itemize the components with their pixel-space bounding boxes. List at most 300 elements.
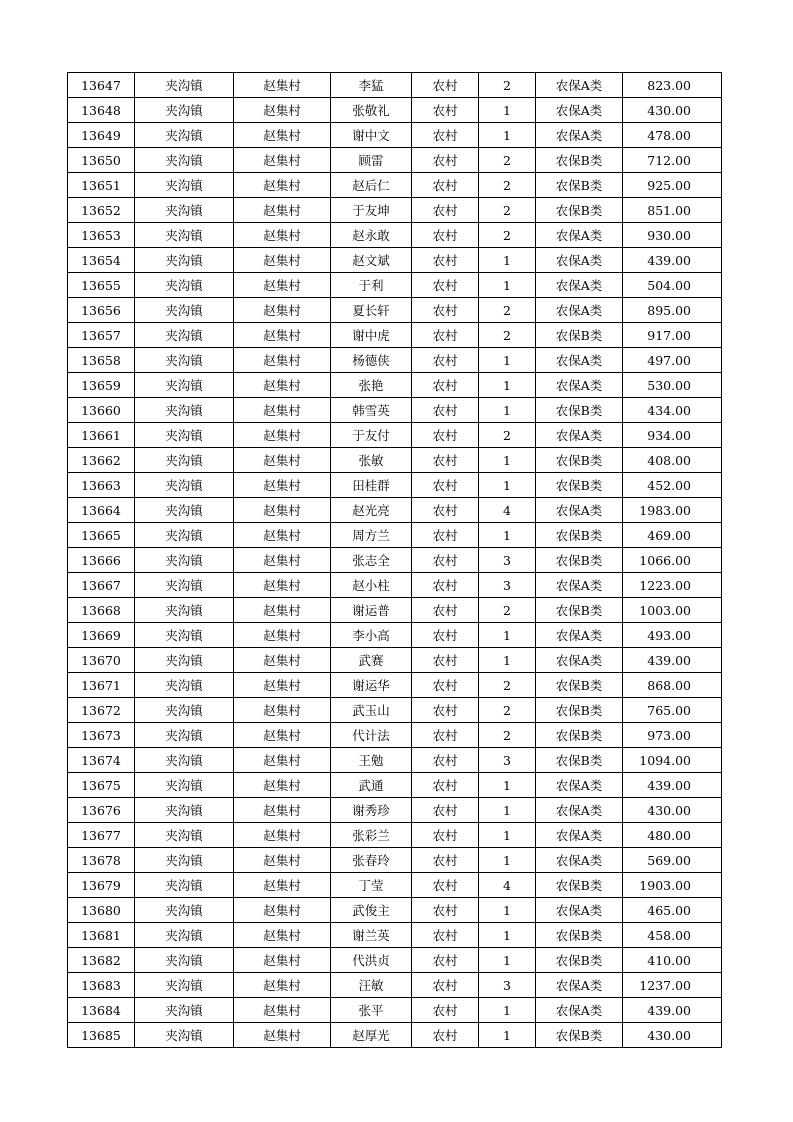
area-type-cell: 农村	[412, 748, 479, 773]
village-cell: 赵集村	[234, 773, 331, 798]
name-cell: 赵光亮	[331, 498, 412, 523]
area-type-cell: 农村	[412, 398, 479, 423]
area-type-cell: 农村	[412, 948, 479, 973]
name-cell: 谢兰英	[331, 923, 412, 948]
name-cell: 谢运华	[331, 673, 412, 698]
town-cell: 夹沟镇	[135, 298, 234, 323]
table-row	[68, 573, 722, 598]
category-cell: 农保B类	[536, 548, 623, 573]
household-size-cell: 1	[479, 373, 536, 398]
household-size-cell: 2	[479, 148, 536, 173]
village-cell: 赵集村	[234, 123, 331, 148]
village-cell: 赵集村	[234, 748, 331, 773]
area-type-cell: 农村	[412, 423, 479, 448]
amount-cell: 439.00	[623, 998, 722, 1023]
name-cell: 代洪贞	[331, 948, 412, 973]
table-row	[68, 873, 722, 898]
village-cell: 赵集村	[234, 673, 331, 698]
table-row	[68, 998, 722, 1023]
amount-cell: 452.00	[623, 473, 722, 498]
category-cell: 农保A类	[536, 273, 623, 298]
household-size-cell: 4	[479, 873, 536, 898]
amount-cell: 430.00	[623, 98, 722, 123]
town-cell: 夹沟镇	[135, 723, 234, 748]
name-cell: 李猛	[331, 73, 412, 98]
amount-cell: 823.00	[623, 73, 722, 98]
category-cell: 农保B类	[536, 673, 623, 698]
category-cell: 农保A类	[536, 573, 623, 598]
name-cell: 谢运普	[331, 598, 412, 623]
amount-cell: 469.00	[623, 523, 722, 548]
town-cell: 夹沟镇	[135, 548, 234, 573]
town-cell: 夹沟镇	[135, 973, 234, 998]
amount-cell: 930.00	[623, 223, 722, 248]
village-cell: 赵集村	[234, 1023, 331, 1048]
name-cell: 杨德侠	[331, 348, 412, 373]
table-row	[68, 773, 722, 798]
amount-cell: 408.00	[623, 448, 722, 473]
area-type-cell: 农村	[412, 498, 479, 523]
amount-cell: 895.00	[623, 298, 722, 323]
table-row	[68, 498, 722, 523]
category-cell: 农保A类	[536, 773, 623, 798]
name-cell: 韩雪英	[331, 398, 412, 423]
row-number-cell: 13650	[68, 148, 135, 173]
table-row	[68, 348, 722, 373]
town-cell: 夹沟镇	[135, 348, 234, 373]
name-cell: 赵永敢	[331, 223, 412, 248]
household-size-cell: 1	[479, 848, 536, 873]
name-cell: 赵后仁	[331, 173, 412, 198]
name-cell: 李小高	[331, 623, 412, 648]
category-cell: 农保B类	[536, 473, 623, 498]
household-size-cell: 1	[479, 898, 536, 923]
table-row	[68, 98, 722, 123]
household-size-cell: 2	[479, 223, 536, 248]
table-row	[68, 898, 722, 923]
town-cell: 夹沟镇	[135, 623, 234, 648]
household-size-cell: 1	[479, 798, 536, 823]
town-cell: 夹沟镇	[135, 748, 234, 773]
town-cell: 夹沟镇	[135, 1023, 234, 1048]
name-cell: 王勉	[331, 748, 412, 773]
row-number-cell: 13662	[68, 448, 135, 473]
town-cell: 夹沟镇	[135, 673, 234, 698]
table-row	[68, 848, 722, 873]
household-size-cell: 2	[479, 423, 536, 448]
village-cell: 赵集村	[234, 898, 331, 923]
area-type-cell: 农村	[412, 848, 479, 873]
amount-cell: 1094.00	[623, 748, 722, 773]
name-cell: 赵小柱	[331, 573, 412, 598]
village-cell: 赵集村	[234, 248, 331, 273]
village-cell: 赵集村	[234, 73, 331, 98]
town-cell: 夹沟镇	[135, 998, 234, 1023]
name-cell: 武通	[331, 773, 412, 798]
town-cell: 夹沟镇	[135, 898, 234, 923]
table-row	[68, 148, 722, 173]
table-row	[68, 1023, 722, 1048]
area-type-cell: 农村	[412, 873, 479, 898]
area-type-cell: 农村	[412, 698, 479, 723]
amount-cell: 1066.00	[623, 548, 722, 573]
area-type-cell: 农村	[412, 623, 479, 648]
village-cell: 赵集村	[234, 973, 331, 998]
amount-cell: 530.00	[623, 373, 722, 398]
village-cell: 赵集村	[234, 173, 331, 198]
household-size-cell: 1	[479, 923, 536, 948]
household-size-cell: 2	[479, 198, 536, 223]
category-cell: 农保A类	[536, 373, 623, 398]
household-size-cell: 3	[479, 973, 536, 998]
area-type-cell: 农村	[412, 548, 479, 573]
name-cell: 田桂群	[331, 473, 412, 498]
amount-cell: 1237.00	[623, 973, 722, 998]
row-number-cell: 13671	[68, 673, 135, 698]
row-number-cell: 13668	[68, 598, 135, 623]
table-body	[68, 73, 722, 1048]
category-cell: 农保B类	[536, 723, 623, 748]
table-row	[68, 548, 722, 573]
household-size-cell: 2	[479, 698, 536, 723]
village-cell: 赵集村	[234, 273, 331, 298]
household-size-cell: 3	[479, 748, 536, 773]
household-size-cell: 1	[479, 348, 536, 373]
row-number-cell: 13649	[68, 123, 135, 148]
village-cell: 赵集村	[234, 598, 331, 623]
table-row	[68, 73, 722, 98]
amount-cell: 434.00	[623, 398, 722, 423]
category-cell: 农保A类	[536, 498, 623, 523]
row-number-cell: 13651	[68, 173, 135, 198]
amount-cell: 497.00	[623, 348, 722, 373]
category-cell: 农保B类	[536, 1023, 623, 1048]
amount-cell: 465.00	[623, 898, 722, 923]
area-type-cell: 农村	[412, 223, 479, 248]
town-cell: 夹沟镇	[135, 373, 234, 398]
row-number-cell: 13653	[68, 223, 135, 248]
row-number-cell: 13664	[68, 498, 135, 523]
town-cell: 夹沟镇	[135, 223, 234, 248]
category-cell: 农保A类	[536, 998, 623, 1023]
village-cell: 赵集村	[234, 498, 331, 523]
town-cell: 夹沟镇	[135, 923, 234, 948]
area-type-cell: 农村	[412, 773, 479, 798]
row-number-cell: 13660	[68, 398, 135, 423]
benefit-table	[67, 72, 722, 1048]
household-size-cell: 1	[479, 248, 536, 273]
name-cell: 张艳	[331, 373, 412, 398]
table-row	[68, 973, 722, 998]
town-cell: 夹沟镇	[135, 698, 234, 723]
village-cell: 赵集村	[234, 298, 331, 323]
name-cell: 张平	[331, 998, 412, 1023]
household-size-cell: 2	[479, 73, 536, 98]
household-size-cell: 1	[479, 998, 536, 1023]
table-row	[68, 823, 722, 848]
amount-cell: 458.00	[623, 923, 722, 948]
village-cell: 赵集村	[234, 948, 331, 973]
area-type-cell: 农村	[412, 148, 479, 173]
village-cell: 赵集村	[234, 998, 331, 1023]
town-cell: 夹沟镇	[135, 248, 234, 273]
name-cell: 汪敏	[331, 973, 412, 998]
town-cell: 夹沟镇	[135, 423, 234, 448]
amount-cell: 851.00	[623, 198, 722, 223]
area-type-cell: 农村	[412, 998, 479, 1023]
table-row	[68, 698, 722, 723]
category-cell: 农保B类	[536, 873, 623, 898]
area-type-cell: 农村	[412, 673, 479, 698]
area-type-cell: 农村	[412, 198, 479, 223]
category-cell: 农保B类	[536, 398, 623, 423]
town-cell: 夹沟镇	[135, 323, 234, 348]
area-type-cell: 农村	[412, 723, 479, 748]
area-type-cell: 农村	[412, 598, 479, 623]
village-cell: 赵集村	[234, 698, 331, 723]
area-type-cell: 农村	[412, 648, 479, 673]
household-size-cell: 2	[479, 723, 536, 748]
household-size-cell: 1	[479, 773, 536, 798]
table-row	[68, 648, 722, 673]
area-type-cell: 农村	[412, 173, 479, 198]
town-cell: 夹沟镇	[135, 573, 234, 598]
name-cell: 代计法	[331, 723, 412, 748]
table-row	[68, 173, 722, 198]
village-cell: 赵集村	[234, 223, 331, 248]
town-cell: 夹沟镇	[135, 848, 234, 873]
village-cell: 赵集村	[234, 798, 331, 823]
town-cell: 夹沟镇	[135, 523, 234, 548]
category-cell: 农保B类	[536, 748, 623, 773]
amount-cell: 1983.00	[623, 498, 722, 523]
row-number-cell: 13657	[68, 323, 135, 348]
village-cell: 赵集村	[234, 648, 331, 673]
area-type-cell: 农村	[412, 273, 479, 298]
name-cell: 武玉山	[331, 698, 412, 723]
amount-cell: 439.00	[623, 648, 722, 673]
town-cell: 夹沟镇	[135, 498, 234, 523]
town-cell: 夹沟镇	[135, 73, 234, 98]
row-number-cell: 13648	[68, 98, 135, 123]
row-number-cell: 13679	[68, 873, 135, 898]
area-type-cell: 农村	[412, 298, 479, 323]
area-type-cell: 农村	[412, 1023, 479, 1048]
household-size-cell: 1	[479, 823, 536, 848]
village-cell: 赵集村	[234, 623, 331, 648]
household-size-cell: 2	[479, 323, 536, 348]
row-number-cell: 13683	[68, 973, 135, 998]
town-cell: 夹沟镇	[135, 173, 234, 198]
table-row	[68, 248, 722, 273]
household-size-cell: 3	[479, 548, 536, 573]
row-number-cell: 13661	[68, 423, 135, 448]
table-row	[68, 523, 722, 548]
household-size-cell: 1	[479, 273, 536, 298]
table-row	[68, 798, 722, 823]
category-cell: 农保A类	[536, 248, 623, 273]
household-size-cell: 1	[479, 123, 536, 148]
category-cell: 农保A类	[536, 848, 623, 873]
area-type-cell: 农村	[412, 323, 479, 348]
amount-cell: 1003.00	[623, 598, 722, 623]
category-cell: 农保B类	[536, 923, 623, 948]
table-row	[68, 423, 722, 448]
village-cell: 赵集村	[234, 573, 331, 598]
town-cell: 夹沟镇	[135, 198, 234, 223]
row-number-cell: 13677	[68, 823, 135, 848]
row-number-cell: 13672	[68, 698, 135, 723]
row-number-cell: 13667	[68, 573, 135, 598]
row-number-cell: 13652	[68, 198, 135, 223]
area-type-cell: 农村	[412, 798, 479, 823]
area-type-cell: 农村	[412, 448, 479, 473]
table-row	[68, 373, 722, 398]
category-cell: 农保B类	[536, 173, 623, 198]
name-cell: 张敏	[331, 448, 412, 473]
row-number-cell: 13666	[68, 548, 135, 573]
row-number-cell: 13674	[68, 748, 135, 773]
name-cell: 赵厚光	[331, 1023, 412, 1048]
town-cell: 夹沟镇	[135, 273, 234, 298]
amount-cell: 410.00	[623, 948, 722, 973]
row-number-cell: 13656	[68, 298, 135, 323]
name-cell: 丁莹	[331, 873, 412, 898]
amount-cell: 439.00	[623, 773, 722, 798]
table-row	[68, 398, 722, 423]
household-size-cell: 1	[479, 98, 536, 123]
village-cell: 赵集村	[234, 373, 331, 398]
category-cell: 农保A类	[536, 798, 623, 823]
household-size-cell: 1	[479, 473, 536, 498]
name-cell: 于利	[331, 273, 412, 298]
row-number-cell: 13658	[68, 348, 135, 373]
name-cell: 张彩兰	[331, 823, 412, 848]
category-cell: 农保A类	[536, 348, 623, 373]
table-row	[68, 448, 722, 473]
village-cell: 赵集村	[234, 548, 331, 573]
table-row	[68, 623, 722, 648]
area-type-cell: 农村	[412, 473, 479, 498]
household-size-cell: 2	[479, 298, 536, 323]
category-cell: 农保B类	[536, 198, 623, 223]
row-number-cell: 13684	[68, 998, 135, 1023]
village-cell: 赵集村	[234, 448, 331, 473]
table-row	[68, 673, 722, 698]
village-cell: 赵集村	[234, 823, 331, 848]
town-cell: 夹沟镇	[135, 773, 234, 798]
town-cell: 夹沟镇	[135, 648, 234, 673]
amount-cell: 925.00	[623, 173, 722, 198]
table-row	[68, 598, 722, 623]
category-cell: 农保B类	[536, 148, 623, 173]
row-number-cell: 13685	[68, 1023, 135, 1048]
row-number-cell: 13654	[68, 248, 135, 273]
category-cell: 农保A类	[536, 898, 623, 923]
town-cell: 夹沟镇	[135, 148, 234, 173]
table-row	[68, 123, 722, 148]
amount-cell: 917.00	[623, 323, 722, 348]
row-number-cell: 13655	[68, 273, 135, 298]
table-row	[68, 923, 722, 948]
amount-cell: 569.00	[623, 848, 722, 873]
category-cell: 农保B类	[536, 448, 623, 473]
row-number-cell: 13663	[68, 473, 135, 498]
amount-cell: 973.00	[623, 723, 722, 748]
area-type-cell: 农村	[412, 348, 479, 373]
category-cell: 农保A类	[536, 823, 623, 848]
amount-cell: 868.00	[623, 673, 722, 698]
household-size-cell: 1	[479, 623, 536, 648]
household-size-cell: 1	[479, 648, 536, 673]
village-cell: 赵集村	[234, 873, 331, 898]
town-cell: 夹沟镇	[135, 948, 234, 973]
name-cell: 夏长轩	[331, 298, 412, 323]
category-cell: 农保A类	[536, 973, 623, 998]
table-row	[68, 948, 722, 973]
name-cell: 张春玲	[331, 848, 412, 873]
table-row	[68, 748, 722, 773]
category-cell: 农保A类	[536, 423, 623, 448]
amount-cell: 493.00	[623, 623, 722, 648]
amount-cell: 478.00	[623, 123, 722, 148]
village-cell: 赵集村	[234, 723, 331, 748]
row-number-cell: 13681	[68, 923, 135, 948]
amount-cell: 430.00	[623, 798, 722, 823]
amount-cell: 480.00	[623, 823, 722, 848]
row-number-cell: 13647	[68, 73, 135, 98]
town-cell: 夹沟镇	[135, 398, 234, 423]
category-cell: 农保A类	[536, 298, 623, 323]
row-number-cell: 13670	[68, 648, 135, 673]
amount-cell: 439.00	[623, 248, 722, 273]
area-type-cell: 农村	[412, 73, 479, 98]
row-number-cell: 13676	[68, 798, 135, 823]
village-cell: 赵集村	[234, 323, 331, 348]
area-type-cell: 农村	[412, 523, 479, 548]
row-number-cell: 13665	[68, 523, 135, 548]
name-cell: 武俊主	[331, 898, 412, 923]
name-cell: 武赛	[331, 648, 412, 673]
household-size-cell: 1	[479, 448, 536, 473]
amount-cell: 1223.00	[623, 573, 722, 598]
name-cell: 周方兰	[331, 523, 412, 548]
area-type-cell: 农村	[412, 573, 479, 598]
name-cell: 谢秀珍	[331, 798, 412, 823]
name-cell: 顾雷	[331, 148, 412, 173]
area-type-cell: 农村	[412, 123, 479, 148]
category-cell: 农保A类	[536, 223, 623, 248]
household-size-cell: 1	[479, 948, 536, 973]
area-type-cell: 农村	[412, 98, 479, 123]
town-cell: 夹沟镇	[135, 798, 234, 823]
village-cell: 赵集村	[234, 98, 331, 123]
category-cell: 农保A类	[536, 73, 623, 98]
row-number-cell: 13669	[68, 623, 135, 648]
row-number-cell: 13678	[68, 848, 135, 873]
name-cell: 于友坤	[331, 198, 412, 223]
category-cell: 农保B类	[536, 698, 623, 723]
category-cell: 农保A类	[536, 123, 623, 148]
household-size-cell: 4	[479, 498, 536, 523]
village-cell: 赵集村	[234, 398, 331, 423]
name-cell: 张志全	[331, 548, 412, 573]
town-cell: 夹沟镇	[135, 448, 234, 473]
table-row	[68, 273, 722, 298]
category-cell: 农保A类	[536, 98, 623, 123]
village-cell: 赵集村	[234, 348, 331, 373]
name-cell: 谢中虎	[331, 323, 412, 348]
